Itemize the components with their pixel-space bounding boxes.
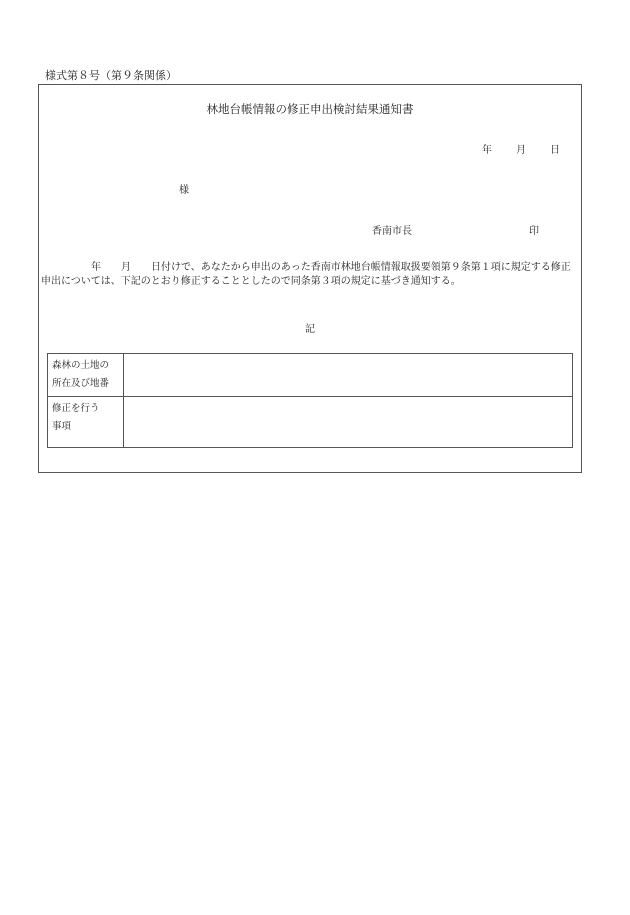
form-number: 様式第８号（第９条関係） [45, 69, 177, 82]
date-day-label: 日 [550, 145, 560, 156]
land-location-value [124, 354, 573, 397]
correction-items-value [124, 397, 573, 448]
land-location-label [48, 354, 124, 397]
notice-document [38, 84, 582, 473]
table-row [48, 397, 573, 448]
document-title: 林地台帳情報の修正申出検討結果通知書 [206, 102, 414, 116]
correction-items-label-line1: 修正を行う [52, 403, 100, 414]
ki-heading: 記 [305, 324, 315, 335]
land-location-label-line2: 所在及び地番 [52, 378, 110, 389]
date-month-label: 月 [516, 145, 526, 156]
date-year-label: 年 [482, 145, 492, 156]
issuer-name: 香南市長 [372, 226, 412, 237]
land-location-label-line1: 森林の土地の [52, 360, 110, 371]
notice-body-text: 年 月 日付けで、あなたから申出のあった香南市林地台帳情報取扱要領第９条第１項に規定する修正申出については、下記のとおり修正することとしたので同条第３項の規定に基づき通知する。 [41, 262, 571, 287]
seal-mark: 印 [529, 226, 539, 237]
table-row [48, 354, 573, 397]
date-line [482, 141, 560, 156]
correction-items-label-line2: 事項 [52, 421, 72, 432]
correction-items-label [48, 397, 124, 448]
detail-table [47, 353, 573, 448]
addressee-suffix: 様 [179, 185, 189, 196]
